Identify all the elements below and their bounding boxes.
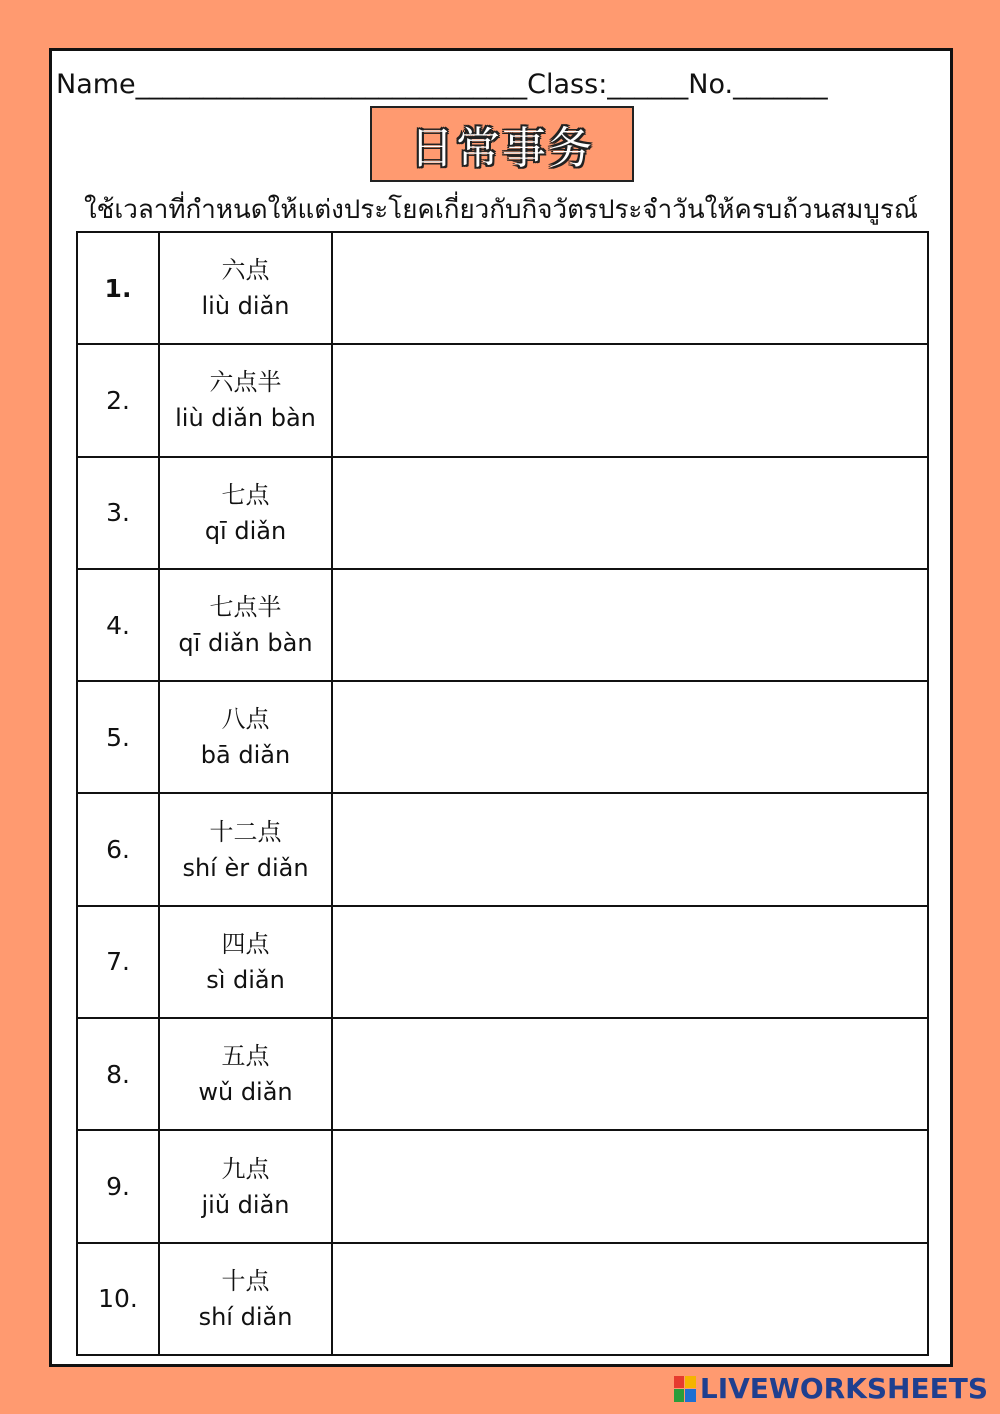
answer-cell[interactable] — [332, 681, 928, 793]
row-number: 1. — [77, 232, 159, 344]
row-number: 9. — [77, 1130, 159, 1242]
table-row — [77, 1243, 928, 1355]
answer-cell[interactable] — [332, 1243, 928, 1355]
answer-cell[interactable] — [332, 793, 928, 905]
answer-cell[interactable] — [332, 1130, 928, 1242]
time-cell — [159, 1018, 332, 1130]
time-hanzi: 九点 — [221, 1154, 270, 1183]
time-cell — [159, 906, 332, 1018]
time-pinyin: bā diǎn — [200, 741, 291, 770]
time-pinyin: sì diǎn — [206, 965, 285, 994]
time-cell — [159, 1243, 332, 1355]
time-hanzi: 七点 — [221, 480, 270, 509]
time-pinyin: jiǔ diǎn — [201, 1190, 290, 1219]
time-hanzi: 四点 — [221, 929, 270, 958]
table-row — [77, 1130, 928, 1242]
table-row — [77, 1018, 928, 1130]
answer-cell[interactable] — [332, 1018, 928, 1130]
table-row — [77, 681, 928, 793]
worksheet-page — [49, 48, 953, 1367]
time-hanzi: 十点 — [221, 1266, 270, 1295]
table-row — [77, 906, 928, 1018]
row-number: 4. — [77, 569, 159, 681]
time-pinyin: shí diǎn — [198, 1302, 293, 1331]
title-box — [370, 106, 634, 182]
answer-cell[interactable] — [332, 457, 928, 569]
time-cell — [159, 457, 332, 569]
instruction-text: ใช้เวลาที่กำหนดให้แต่งประโยคเกี่ยวกับกิจวัตรประจำวันให้ครบถ้วนสมบูรณ์ — [83, 195, 919, 225]
table-row — [77, 232, 928, 344]
answer-cell[interactable] — [332, 344, 928, 456]
brand-text: LIVEWORKSHEETS — [699, 1372, 988, 1405]
row-number: 5. — [77, 681, 159, 793]
worksheet-title: 日常事务 — [410, 123, 594, 174]
table-row — [77, 793, 928, 905]
row-number: 6. — [77, 793, 159, 905]
time-pinyin: shí èr diǎn — [182, 853, 309, 882]
sentence-table — [76, 231, 929, 1356]
time-hanzi: 七点半 — [209, 593, 282, 622]
liveworksheets-brand[interactable] — [674, 1372, 988, 1405]
time-cell — [159, 344, 332, 456]
time-pinyin: liù diǎn bàn — [175, 404, 316, 433]
time-pinyin: qī diǎn bàn — [178, 629, 313, 658]
time-hanzi: 六点半 — [209, 368, 282, 397]
answer-cell[interactable] — [332, 569, 928, 681]
row-number: 10. — [77, 1243, 159, 1355]
row-number: 7. — [77, 906, 159, 1018]
time-hanzi: 五点 — [221, 1042, 270, 1071]
table-row — [77, 569, 928, 681]
time-hanzi: 十二点 — [209, 817, 282, 846]
answer-cell[interactable] — [332, 232, 928, 344]
answer-cell[interactable] — [332, 906, 928, 1018]
time-cell — [159, 232, 332, 344]
time-pinyin: wǔ diǎn — [198, 1078, 293, 1107]
time-pinyin: qī diǎn — [204, 516, 287, 545]
row-number: 3. — [77, 457, 159, 569]
time-cell — [159, 681, 332, 793]
time-hanzi: 八点 — [221, 705, 270, 734]
time-pinyin: liù diǎn — [201, 292, 290, 321]
table-row — [77, 457, 928, 569]
time-cell — [159, 1130, 332, 1242]
time-hanzi: 六点 — [221, 256, 270, 285]
row-number: 8. — [77, 1018, 159, 1130]
row-number: 2. — [77, 344, 159, 456]
time-cell — [159, 793, 332, 905]
time-cell — [159, 569, 332, 681]
name-class-number-line: Name_____________________________Class:______No._______ — [56, 69, 828, 100]
liveworksheets-logo-icon — [674, 1376, 696, 1402]
table-row — [77, 344, 928, 456]
